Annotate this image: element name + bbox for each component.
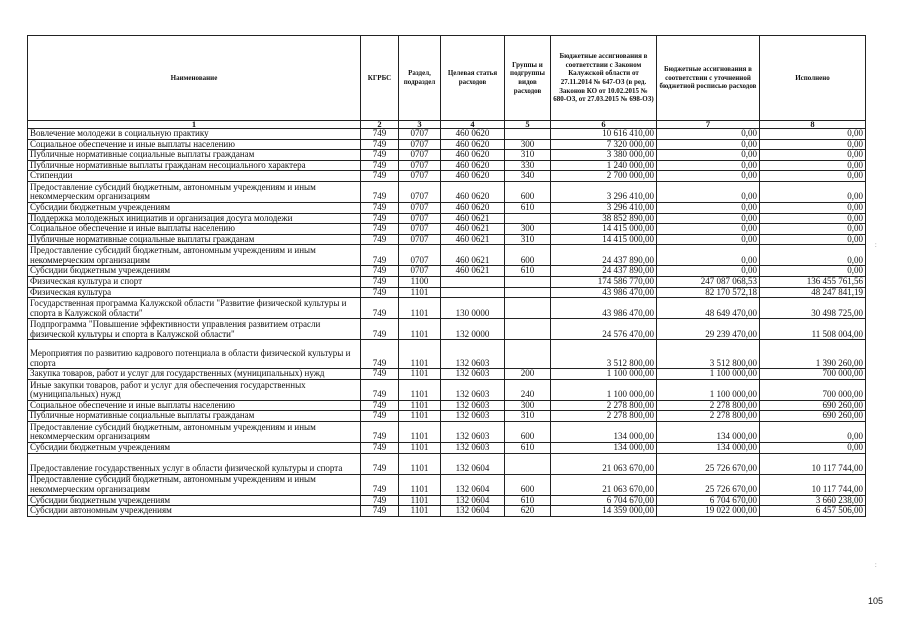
budget-table: [27, 35, 866, 517]
row-name: Стипендии: [28, 171, 361, 182]
row-target-article: 132 0603: [441, 379, 505, 400]
row-expense-type: [505, 298, 551, 319]
table-row: [28, 495, 866, 506]
row-target-article: 460 0621: [441, 266, 505, 277]
table-row: [28, 160, 866, 171]
row-schedule-allocation: 82 170 572,18: [657, 287, 760, 298]
row-section: 1100: [399, 276, 441, 287]
row-executed: 10 117 744,00: [760, 474, 866, 495]
header-schedule-allocations: Бюджетные ассигнования в соответствии с уточненной бюджетной росписью расходов: [657, 36, 760, 121]
row-kgrbs: 749: [361, 266, 399, 277]
row-schedule-allocation: 247 087 068,53: [657, 276, 760, 287]
header-section: Раздел, подраздел: [399, 36, 441, 121]
row-schedule-allocation: 0,00: [657, 171, 760, 182]
row-target-article: 132 0604: [441, 453, 505, 474]
row-law-allocation: 10 616 410,00: [551, 129, 657, 140]
row-name: Иные закупки товаров, работ и услуг для обеспечения государственных (муниципальных) нужд: [28, 379, 361, 400]
row-target-article: 460 0620: [441, 181, 505, 202]
row-law-allocation: 24 437 890,00: [551, 266, 657, 277]
row-name: Субсидии автономным учреждениям: [28, 506, 361, 517]
row-name: Физическая культура и спорт: [28, 276, 361, 287]
row-section: 1101: [399, 421, 441, 442]
header-row: [28, 36, 866, 121]
row-kgrbs: 749: [361, 298, 399, 319]
table-row: [28, 379, 866, 400]
row-law-allocation: 2 278 800,00: [551, 400, 657, 411]
row-schedule-allocation: 2 278 800,00: [657, 411, 760, 422]
row-target-article: 460 0620: [441, 160, 505, 171]
row-target-article: 460 0620: [441, 150, 505, 161]
table-row: [28, 234, 866, 245]
row-law-allocation: 134 000,00: [551, 442, 657, 453]
row-target-article: 460 0621: [441, 213, 505, 224]
row-target-article: 132 0604: [441, 495, 505, 506]
row-executed: 690 260,00: [760, 411, 866, 422]
row-schedule-allocation: 0,00: [657, 213, 760, 224]
header-target-article: Целевая статья расходов: [441, 36, 505, 121]
row-expense-type: 310: [505, 150, 551, 161]
row-target-article: 132 0604: [441, 474, 505, 495]
table-row: [28, 213, 866, 224]
row-name: Вовлечение молодежи в социальную практику: [28, 129, 361, 140]
row-schedule-allocation: 1 100 000,00: [657, 379, 760, 400]
row-schedule-allocation: 19 022 000,00: [657, 506, 760, 517]
column-number: 1: [28, 121, 361, 129]
row-executed: 11 508 004,00: [760, 319, 866, 340]
column-number: 2: [361, 121, 399, 129]
row-name: Субсидии бюджетным учреждениям: [28, 442, 361, 453]
row-schedule-allocation: 0,00: [657, 266, 760, 277]
row-name: Физическая культура: [28, 287, 361, 298]
row-expense-type: 610: [505, 202, 551, 213]
row-executed: 10 117 744,00: [760, 453, 866, 474]
table-row: [28, 411, 866, 422]
scan-edge-mark: :: [875, 243, 877, 249]
row-kgrbs: 749: [361, 474, 399, 495]
row-law-allocation: 24 437 890,00: [551, 245, 657, 266]
row-executed: 3 660 238,00: [760, 495, 866, 506]
table-row: [28, 245, 866, 266]
row-kgrbs: 749: [361, 150, 399, 161]
row-law-allocation: 43 986 470,00: [551, 298, 657, 319]
row-target-article: 460 0620: [441, 202, 505, 213]
header-expense-type: Группы и подгруппы видов расходов: [505, 36, 551, 121]
row-kgrbs: 749: [361, 379, 399, 400]
row-name: Предоставление субсидий бюджетным, автономным учреждениям и иным некоммерческим организациям: [28, 181, 361, 202]
row-expense-type: 340: [505, 171, 551, 182]
row-executed: 0,00: [760, 234, 866, 245]
row-section: 1101: [399, 298, 441, 319]
row-kgrbs: 749: [361, 234, 399, 245]
row-target-article: 132 0603: [441, 369, 505, 380]
row-law-allocation: 2 700 000,00: [551, 171, 657, 182]
row-executed: 0,00: [760, 266, 866, 277]
row-target-article: 460 0621: [441, 234, 505, 245]
row-target-article: 460 0620: [441, 129, 505, 140]
row-kgrbs: 749: [361, 340, 399, 369]
column-number: 8: [760, 121, 866, 129]
table-row: [28, 129, 866, 140]
row-expense-type: 600: [505, 181, 551, 202]
row-target-article: [441, 276, 505, 287]
row-target-article: 130 0000: [441, 298, 505, 319]
row-schedule-allocation: 134 000,00: [657, 442, 760, 453]
row-executed: 0,00: [760, 213, 866, 224]
row-kgrbs: 749: [361, 224, 399, 235]
row-target-article: 460 0620: [441, 139, 505, 150]
table-row: [28, 266, 866, 277]
row-target-article: 460 0621: [441, 245, 505, 266]
row-kgrbs: 749: [361, 495, 399, 506]
column-number: 3: [399, 121, 441, 129]
row-kgrbs: 749: [361, 245, 399, 266]
row-section: 0707: [399, 160, 441, 171]
row-law-allocation: 174 586 770,00: [551, 276, 657, 287]
row-law-allocation: 3 380 000,00: [551, 150, 657, 161]
column-number: 5: [505, 121, 551, 129]
row-schedule-allocation: 0,00: [657, 150, 760, 161]
row-section: 0707: [399, 245, 441, 266]
row-executed: 0,00: [760, 139, 866, 150]
row-section: 0707: [399, 129, 441, 140]
row-expense-type: 610: [505, 266, 551, 277]
row-kgrbs: 749: [361, 160, 399, 171]
row-section: 0707: [399, 234, 441, 245]
row-expense-type: 600: [505, 474, 551, 495]
row-schedule-allocation: 0,00: [657, 224, 760, 235]
row-law-allocation: 24 576 470,00: [551, 319, 657, 340]
row-section: 1101: [399, 379, 441, 400]
row-target-article: 132 0603: [441, 421, 505, 442]
row-law-allocation: 6 704 670,00: [551, 495, 657, 506]
row-section: 1101: [399, 442, 441, 453]
row-kgrbs: 749: [361, 442, 399, 453]
row-expense-type: 310: [505, 234, 551, 245]
row-name: Предоставление государственных услуг в области физической культуры и спорта: [28, 453, 361, 474]
row-expense-type: 620: [505, 506, 551, 517]
table-row: [28, 298, 866, 319]
row-executed: 1 390 260,00: [760, 340, 866, 369]
row-section: 0707: [399, 139, 441, 150]
column-number: 6: [551, 121, 657, 129]
row-section: 1101: [399, 474, 441, 495]
row-kgrbs: 749: [361, 506, 399, 517]
table-row: [28, 139, 866, 150]
row-executed: 0,00: [760, 129, 866, 140]
row-schedule-allocation: 48 649 470,00: [657, 298, 760, 319]
row-schedule-allocation: 3 512 800,00: [657, 340, 760, 369]
table-row: [28, 202, 866, 213]
row-law-allocation: 43 986 470,00: [551, 287, 657, 298]
row-section: 1101: [399, 495, 441, 506]
row-name: Субсидии бюджетным учреждениям: [28, 495, 361, 506]
row-kgrbs: 749: [361, 202, 399, 213]
row-executed: 0,00: [760, 202, 866, 213]
row-section: 0707: [399, 224, 441, 235]
row-executed: 700 000,00: [760, 369, 866, 380]
row-expense-type: [505, 287, 551, 298]
table-row: [28, 474, 866, 495]
table-row: [28, 453, 866, 474]
row-kgrbs: 749: [361, 453, 399, 474]
row-expense-type: 300: [505, 400, 551, 411]
column-number: 4: [441, 121, 505, 129]
row-name: Публичные нормативные социальные выплаты гражданам: [28, 150, 361, 161]
row-schedule-allocation: 0,00: [657, 234, 760, 245]
table-row: [28, 287, 866, 298]
row-expense-type: 600: [505, 421, 551, 442]
row-name: Социальное обеспечение и иные выплаты населению: [28, 224, 361, 235]
row-schedule-allocation: 0,00: [657, 129, 760, 140]
header-kgrbs: КГРБС: [361, 36, 399, 121]
row-name: Закупка товаров, работ и услуг для государственных (муниципальных) нужд: [28, 369, 361, 380]
row-kgrbs: 749: [361, 400, 399, 411]
header-name: Наименование: [28, 36, 361, 121]
row-section: 1101: [399, 400, 441, 411]
row-executed: 0,00: [760, 245, 866, 266]
row-name: Социальное обеспечение и иные выплаты населению: [28, 139, 361, 150]
row-law-allocation: 7 320 000,00: [551, 139, 657, 150]
row-target-article: 132 0603: [441, 442, 505, 453]
row-section: 1101: [399, 506, 441, 517]
row-schedule-allocation: 0,00: [657, 202, 760, 213]
row-name: Публичные нормативные выплаты гражданам несоциального характера: [28, 160, 361, 171]
row-law-allocation: 21 063 670,00: [551, 453, 657, 474]
row-kgrbs: 749: [361, 421, 399, 442]
row-law-allocation: 2 278 800,00: [551, 411, 657, 422]
row-schedule-allocation: 0,00: [657, 139, 760, 150]
row-name: Субсидии бюджетным учреждениям: [28, 266, 361, 277]
row-section: 1101: [399, 340, 441, 369]
row-expense-type: 300: [505, 224, 551, 235]
table-row: [28, 442, 866, 453]
row-expense-type: 200: [505, 369, 551, 380]
table-row: [28, 276, 866, 287]
row-target-article: [441, 287, 505, 298]
row-schedule-allocation: 29 239 470,00: [657, 319, 760, 340]
row-schedule-allocation: 2 278 800,00: [657, 400, 760, 411]
row-schedule-allocation: 0,00: [657, 160, 760, 171]
table-row: [28, 224, 866, 235]
row-expense-type: 240: [505, 379, 551, 400]
row-executed: 0,00: [760, 181, 866, 202]
row-section: 1101: [399, 319, 441, 340]
row-kgrbs: 749: [361, 139, 399, 150]
row-law-allocation: 38 852 890,00: [551, 213, 657, 224]
row-name: Подпрограмма "Повышение эффективности управления развитием отрасли физической культуры и спорта в Калужской области": [28, 319, 361, 340]
row-expense-type: 610: [505, 442, 551, 453]
row-target-article: 460 0621: [441, 224, 505, 235]
row-schedule-allocation: 6 704 670,00: [657, 495, 760, 506]
row-executed: 6 457 506,00: [760, 506, 866, 517]
table-row: [28, 421, 866, 442]
row-schedule-allocation: 0,00: [657, 245, 760, 266]
row-section: 1101: [399, 411, 441, 422]
row-name: Предоставление субсидий бюджетным, автономным учреждениям и иным некоммерческим организациям: [28, 245, 361, 266]
row-kgrbs: 749: [361, 181, 399, 202]
row-law-allocation: 3 512 800,00: [551, 340, 657, 369]
row-expense-type: 300: [505, 139, 551, 150]
row-name: Социальное обеспечение и иные выплаты населению: [28, 400, 361, 411]
row-law-allocation: 1 240 000,00: [551, 160, 657, 171]
row-name: Поддержка молодежных инициатив и организация досуга молодежи: [28, 213, 361, 224]
row-kgrbs: 749: [361, 276, 399, 287]
row-section: 0707: [399, 171, 441, 182]
table-row: [28, 181, 866, 202]
row-section: 0707: [399, 150, 441, 161]
row-schedule-allocation: 134 000,00: [657, 421, 760, 442]
row-name: Субсидии бюджетным учреждениям: [28, 202, 361, 213]
row-law-allocation: 14 359 000,00: [551, 506, 657, 517]
row-expense-type: [505, 276, 551, 287]
row-target-article: 132 0603: [441, 400, 505, 411]
row-section: 1101: [399, 369, 441, 380]
table-row: [28, 340, 866, 369]
row-target-article: 132 0603: [441, 411, 505, 422]
row-section: 0707: [399, 181, 441, 202]
row-kgrbs: 749: [361, 369, 399, 380]
row-expense-type: 310: [505, 411, 551, 422]
row-target-article: 132 0000: [441, 319, 505, 340]
row-schedule-allocation: 25 726 670,00: [657, 474, 760, 495]
row-executed: 0,00: [760, 421, 866, 442]
row-executed: 0,00: [760, 442, 866, 453]
row-executed: 0,00: [760, 160, 866, 171]
row-target-article: 132 0604: [441, 506, 505, 517]
table-row: [28, 150, 866, 161]
row-executed: 48 247 841,19: [760, 287, 866, 298]
row-expense-type: 330: [505, 160, 551, 171]
row-name: Мероприятия по развитию кадрового потенциала в области физической культуры и спорта: [28, 340, 361, 369]
row-expense-type: [505, 129, 551, 140]
row-expense-type: [505, 319, 551, 340]
row-section: 0707: [399, 213, 441, 224]
row-name: Публичные нормативные социальные выплаты гражданам: [28, 411, 361, 422]
row-law-allocation: 1 100 000,00: [551, 379, 657, 400]
budget-report-sheet: [27, 35, 865, 517]
row-law-allocation: 1 100 000,00: [551, 369, 657, 380]
row-schedule-allocation: 1 100 000,00: [657, 369, 760, 380]
row-law-allocation: 21 063 670,00: [551, 474, 657, 495]
header-executed: Исполнено: [760, 36, 866, 121]
row-executed: 700 000,00: [760, 379, 866, 400]
scan-edge-mark: :: [875, 563, 877, 569]
row-law-allocation: 134 000,00: [551, 421, 657, 442]
row-target-article: 132 0603: [441, 340, 505, 369]
table-row: [28, 171, 866, 182]
row-law-allocation: 14 415 000,00: [551, 234, 657, 245]
row-executed: 0,00: [760, 171, 866, 182]
row-kgrbs: 749: [361, 319, 399, 340]
row-kgrbs: 749: [361, 213, 399, 224]
row-name: Предоставление субсидий бюджетным, автономным учреждениям и иным некоммерческим организациям: [28, 421, 361, 442]
row-name: Государственная программа Калужской области "Развитие физической культуры и спорта в Калужской области": [28, 298, 361, 319]
row-name: Публичные нормативные социальные выплаты гражданам: [28, 234, 361, 245]
row-target-article: 460 0620: [441, 171, 505, 182]
row-kgrbs: 749: [361, 129, 399, 140]
row-expense-type: 600: [505, 245, 551, 266]
page-number: 105: [867, 596, 883, 606]
row-expense-type: [505, 340, 551, 369]
row-executed: 0,00: [760, 150, 866, 161]
row-kgrbs: 749: [361, 411, 399, 422]
row-name: Предоставление субсидий бюджетным, автономным учреждениям и иным некоммерческим организациям: [28, 474, 361, 495]
row-kgrbs: 749: [361, 287, 399, 298]
row-executed: 30 498 725,00: [760, 298, 866, 319]
row-law-allocation: 3 296 410,00: [551, 181, 657, 202]
table-row: [28, 506, 866, 517]
row-section: 1101: [399, 287, 441, 298]
table-row: [28, 400, 866, 411]
row-executed: 690 260,00: [760, 400, 866, 411]
row-schedule-allocation: 0,00: [657, 181, 760, 202]
row-section: 0707: [399, 266, 441, 277]
table-row: [28, 369, 866, 380]
row-expense-type: [505, 213, 551, 224]
row-executed: 0,00: [760, 224, 866, 235]
table-row: [28, 319, 866, 340]
row-section: 1101: [399, 453, 441, 474]
row-expense-type: [505, 453, 551, 474]
row-schedule-allocation: 25 726 670,00: [657, 453, 760, 474]
column-number-row: [28, 121, 866, 129]
row-executed: 136 455 761,56: [760, 276, 866, 287]
header-law-allocations: Бюджетные ассигнования в соответствии с Законом Калужской области от 27.11.2014 № 647-ОЗ (в ред. Законов КО от 10.02.2015 № 680-ОЗ, от 27.03.2015 № 698-ОЗ): [551, 36, 657, 121]
row-law-allocation: 14 415 000,00: [551, 224, 657, 235]
row-section: 0707: [399, 202, 441, 213]
row-kgrbs: 749: [361, 171, 399, 182]
row-law-allocation: 3 296 410,00: [551, 202, 657, 213]
row-expense-type: 610: [505, 495, 551, 506]
column-number: 7: [657, 121, 760, 129]
